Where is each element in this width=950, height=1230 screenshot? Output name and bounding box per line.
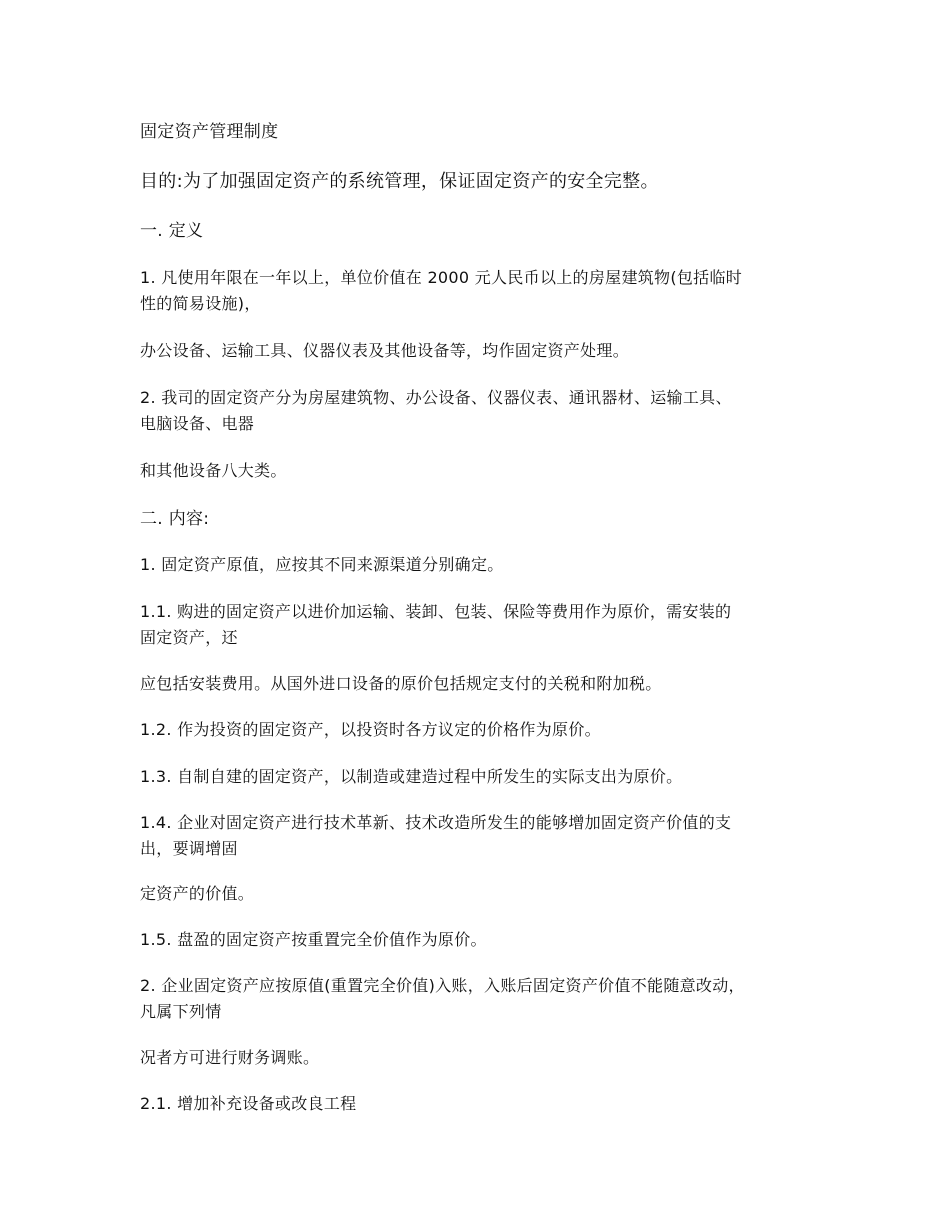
- purpose-statement: 目的:为了加强固定资产的系统管理，保证固定资产的安全完整。: [140, 171, 659, 192]
- paragraph-line: 定资产的价值。: [140, 884, 255, 903]
- paragraph-line: 应包括安装费用。从国外进口设备的原价包括规定支付的关税和附加税。: [140, 674, 662, 693]
- paragraph-line: 办公设备、运输工具、仪器仪表及其他设备等，均作固定资产处理。: [140, 341, 630, 360]
- section-heading-definition: 一. 定义: [140, 221, 204, 241]
- paragraph-line: 1. 凡使用年限在一年以上，单位价值在 2000 元人民币以上的房屋建筑物(包括临时: [140, 268, 743, 287]
- list-item: 1.3. 自制自建的固定资产，以制造或建造过程中所发生的实际支出为原价。: [140, 767, 683, 786]
- paragraph-line: 和其他设备八大类。: [140, 461, 287, 480]
- list-item: 出，要调增固: [140, 839, 238, 858]
- list-item: 2.1. 增加补充设备或改良工程: [140, 1094, 357, 1113]
- list-item: 1. 固定资产原值，应按其不同来源渠道分别确定。: [140, 555, 504, 574]
- list-item: 1.4. 企业对固定资产进行技术革新、技术改造所发生的能够增加固定资产价值的支: [140, 813, 732, 832]
- list-item: 凡属下列情: [140, 1002, 222, 1021]
- list-item: 1.2. 作为投资的固定资产，以投资时各方议定的价格作为原价。: [140, 720, 601, 739]
- list-item: 1.1. 购进的固定资产以进价加运输、装卸、包装、保险等费用作为原价，需安装的: [140, 602, 732, 621]
- paragraph-line: 况者方可进行财务调账。: [140, 1048, 320, 1067]
- document-title: 固定资产管理制度: [140, 122, 279, 142]
- paragraph-line: 性的简易设施)，: [140, 294, 261, 313]
- list-item: 2. 企业固定资产应按原值(重置完全价值)入账，入账后固定资产价值不能随意改动，: [140, 976, 745, 995]
- list-item: 固定资产，还: [140, 628, 238, 647]
- list-item: 1.5. 盘盈的固定资产按重置完全价值作为原价。: [140, 930, 487, 949]
- section-heading-content: 二. 内容:: [140, 509, 210, 529]
- paragraph-line: 电脑设备、电器: [140, 414, 255, 433]
- paragraph-line: 2. 我司的固定资产分为房屋建筑物、办公设备、仪器仪表、通讯器材、运输工具、: [140, 388, 732, 407]
